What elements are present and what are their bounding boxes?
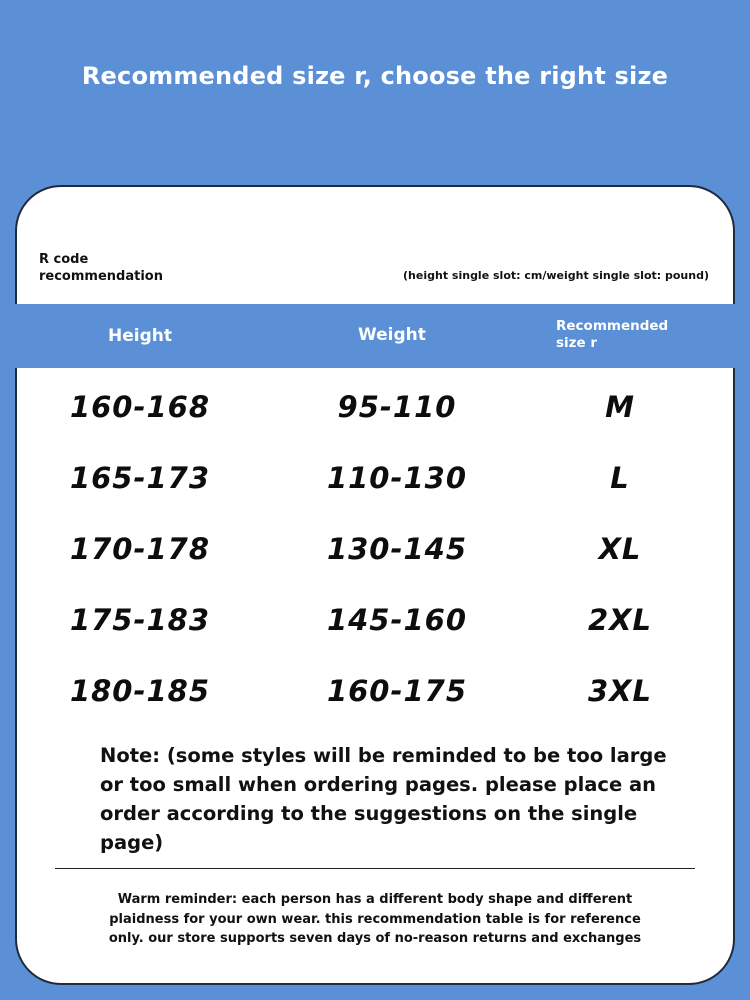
divider [55,868,695,869]
column-header-weight: Weight [358,325,426,345]
size-cell: 3XL [587,674,653,708]
warm-reminder: Warm reminder: each person has a different body shape and different plaidness for your own wear. this recommendation table is for reference only. our store supports seven days of no-reason returns and exchanges [108,892,642,946]
table-row [0,662,750,733]
weight-cell: 130-145 [326,532,468,566]
height-cell: 180-185 [69,674,211,708]
table-row [0,449,750,520]
table-row [0,378,750,449]
ordering-note: Note: (some styles will be reminded to be too large or too small when ordering pages. please place an order according to the suggestions on the single page) [100,744,667,854]
size-cell: L [610,461,630,495]
weight-cell: 95-110 [337,390,457,424]
size-cell: M [605,390,635,424]
unit-note: (height single slot: cm/weight single slot: pound) [403,269,709,282]
height-cell: 175-183 [69,603,211,637]
column-header-recommended-size: Recommended size r [556,318,669,351]
weight-cell: 145-160 [326,603,468,637]
table-header [0,304,750,368]
height-cell: 170-178 [69,532,211,566]
size-cell: 2XL [587,603,653,637]
size-table-body [0,378,750,733]
height-cell: 160-168 [69,390,211,424]
height-cell: 165-173 [69,461,211,495]
size-cell: XL [598,532,642,566]
card-label: R code recommendation [39,252,163,284]
page-title: Recommended size r, choose the right size [81,62,669,90]
table-row [0,591,750,662]
weight-cell: 160-175 [326,674,468,708]
column-header-height: Height [108,326,172,346]
table-row [0,520,750,591]
weight-cell: 110-130 [326,461,468,495]
